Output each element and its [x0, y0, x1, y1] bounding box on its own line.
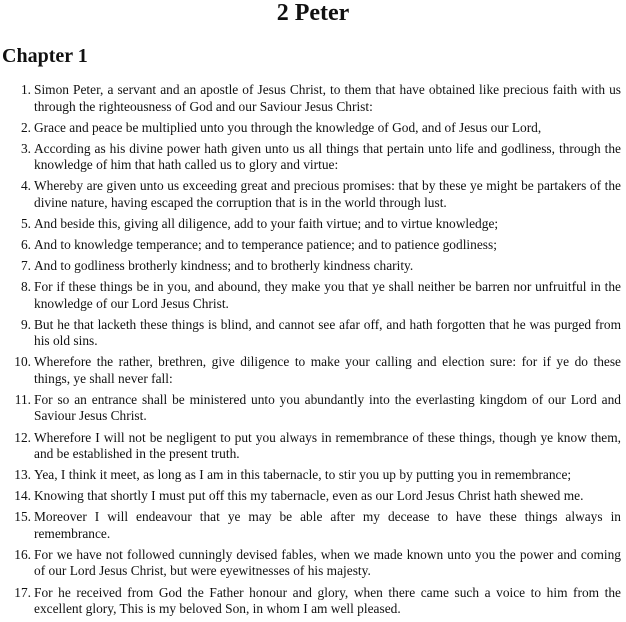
verse-item — [0, 237, 621, 254]
verse-number: 3. — [20, 140, 31, 156]
verse-text: Whereby are given unto us exceeding great and precious promises: that by these ye might be partakers of the divine nature, having escaped the corruption that is in the world through lust. — [34, 178, 621, 210]
verse-item — [0, 279, 621, 312]
verse-number: 10. — [14, 354, 31, 370]
verse-item — [0, 178, 621, 211]
verse-text: Simon Peter, a servant and an apostle of Jesus Christ, to them that have obtained like precious faith with us through the righteousness of God and our Saviour Jesus Christ: — [34, 82, 621, 114]
verse-item — [0, 392, 621, 425]
verse-number: 4. — [20, 178, 31, 194]
verse-number: 15. — [14, 509, 31, 525]
verse-text: According as his divine power hath given unto us all things that pertain unto life and godliness, through the knowledge of him that hath called us to glory and virtue: — [34, 140, 621, 173]
verse-list — [0, 82, 621, 622]
chapter-title: Chapter 1 — [2, 45, 88, 67]
verse-number: 12. — [14, 429, 31, 445]
verse-text: And to knowledge temperance; and to temperance patience; and to patience godliness; — [34, 236, 497, 252]
verse-item — [0, 488, 621, 505]
verse-text: And beside this, giving all diligence, add to your faith virtue; and to virtue knowledge; — [34, 215, 499, 231]
verse-number: 14. — [14, 488, 31, 504]
verse-number: 1. — [20, 82, 31, 97]
verse-text: For we have not followed cunningly devised fables, when we made known unto you the power and coming of our Lord Jesus Christ, but were eyewitnesses of his majesty. — [34, 546, 621, 579]
verse-item — [0, 216, 621, 233]
verse-text: For if these things be in you, and abound, they make you that ye shall neither be barren nor unfruitful in the knowledge of our Lord Jesus Christ. — [34, 279, 621, 311]
verse-item — [0, 82, 621, 115]
verse-item — [0, 430, 621, 463]
verse-item — [0, 509, 621, 542]
verse-number: 7. — [20, 258, 31, 274]
verse-number: 13. — [14, 467, 31, 483]
verse-text: And to godliness brotherly kindness; and to brotherly kindness charity. — [34, 258, 414, 274]
verse-text: But he that lacketh these things is blind, and cannot see afar off, and hath forgotten that he was purged from his old sins. — [34, 316, 621, 349]
verse-text: Wherefore I will not be negligent to put you always in remembrance of these things, though ye know them, and be established in the present truth. — [34, 429, 621, 462]
verse-item — [0, 141, 621, 174]
verse-item — [0, 585, 621, 618]
verse-text: Moreover I will endeavour that ye may be able after my decease to have these things always in remembrance. — [34, 509, 621, 541]
verse-number: 16. — [14, 546, 31, 562]
verse-number: 17. — [14, 584, 31, 600]
verse-text: For he received from God the Father honour and glory, when there came such a voice to him from the excellent glory, This is my beloved Son, in whom I am well pleased. — [34, 584, 621, 616]
verse-number: 5. — [20, 215, 31, 231]
verse-number: 8. — [20, 279, 31, 295]
verse-number: 9. — [20, 316, 31, 332]
verse-text: Grace and peace be multiplied unto you through the knowledge of God, and of Jesus our Lord, — [34, 119, 542, 135]
book-title: 2 Peter — [276, 0, 350, 26]
verse-number: 6. — [20, 236, 31, 252]
verse-number: 2. — [20, 119, 31, 135]
verse-number: 11. — [14, 391, 31, 407]
verse-item — [0, 120, 621, 137]
verse-item — [0, 354, 621, 387]
verse-text: Knowing that shortly I must put off this my tabernacle, even as our Lord Jesus Christ hath shewed me. — [34, 488, 584, 504]
verse-text: Wherefore the rather, brethren, give diligence to make your calling and election sure: for if ye do these things, ye shall never fall: — [34, 354, 621, 386]
verse-item — [0, 258, 621, 275]
verse-text: For so an entrance shall be ministered unto you abundantly into the everlasting kingdom of our Lord and Saviour Jesus Christ. — [34, 391, 621, 424]
verse-item — [0, 317, 621, 350]
verse-text: Yea, I think it meet, as long as I am in this tabernacle, to stir you up by putting you in remembrance; — [34, 467, 572, 483]
verse-item — [0, 467, 621, 484]
verse-item — [0, 547, 621, 580]
